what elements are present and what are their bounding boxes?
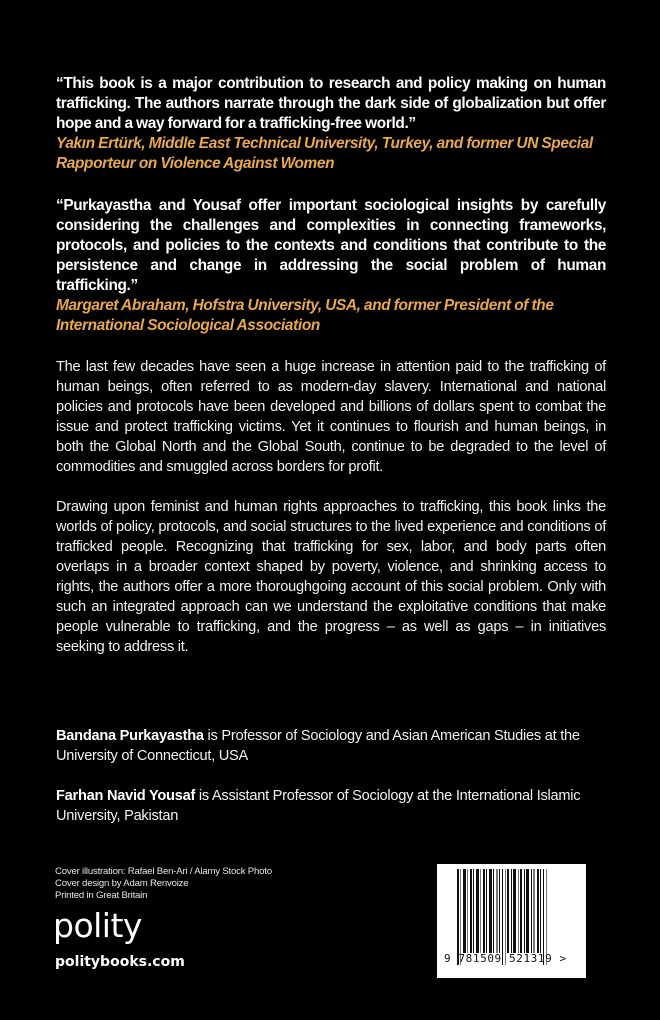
cover-credits [55, 866, 272, 902]
endorsement-2 [56, 196, 606, 336]
endorsement-quote: “This book is a major contribution to research and policy making on human trafficking. The authors narrate through the dark side of globalization but offer hope and a way forward for a trafficking-free world.” [56, 75, 606, 132]
description-paragraph: Drawing upon feminist and human rights approaches to trafficking, this book links the worlds of policy, protocols, and social structures to the lived experience and conditions of trafficked people. Recognizing that trafficking for sex, labor, and body parts often overlaps in a broader context shaped by poverty, violence, and shrinking access to rights, the authors offer a more thoroughgoing account of this social problem. Only with such an integrated approach can we understand the exploitative conditions that make people vulnerable to trafficking, and the progress – as well as gaps – in initiatives seeking to address it. [56, 499, 606, 655]
author-description: is Professor of Sociology and Asian American Studies at the University of Connecticut, USA [56, 728, 580, 764]
illustration-credit: Cover illustration: Rafael Ben-Ari / Alamy Stock Photo [55, 866, 272, 877]
author-name: Farhan Navid Yousaf [56, 788, 196, 804]
author-name: Bandana Purkayastha [56, 728, 204, 744]
author-description: is Assistant Professor of Sociology at the International Islamic University, Pakistan [56, 788, 581, 824]
description-paragraph: The last few decades have seen a huge increase in attention paid to the trafficking of human beings, often referred to as modern-day slavery. International and national policies and protocols have been developed and billions of dollars spent to combat the issue and protect trafficking victims. Yet it continues to flourish and human beings, in both the Global North and the Global South, continue to be degraded to the level of commodities and smuggled across borders for profit. [56, 359, 606, 475]
design-credit: Cover design by Adam Renvoize [55, 878, 189, 889]
printed-credit: Printed in Great Britain [55, 890, 148, 901]
author-bio [56, 726, 606, 766]
description [56, 357, 606, 657]
publisher-website: politybooks.com [55, 954, 185, 970]
endorsement-quote: “Purkayastha and Yousaf offer important sociological insights by carefully considering the challenges and complexities in connecting frameworks, protocols, and policies to the contexts and conditions that contribute to the persistence and change in addressing the social problem of human trafficking.” [56, 197, 606, 294]
author-bio [56, 786, 606, 826]
author-bios [56, 726, 606, 826]
endorsement-attribution: Margaret Abraham, Hofstra University, USA, and former President of the International Sociological Association [56, 297, 554, 334]
endorsement-attribution: Yakın Ertürk, Middle East Technical University, Turkey, and former UN Special Rapporteur on Violence Against Women [56, 135, 593, 172]
endorsement-1 [56, 74, 606, 174]
barcode-bars [457, 869, 567, 957]
publisher-logo: polity [53, 906, 142, 945]
isbn-barcode [437, 864, 586, 978]
isbn-number: 9 781509 521319 > [444, 952, 567, 965]
